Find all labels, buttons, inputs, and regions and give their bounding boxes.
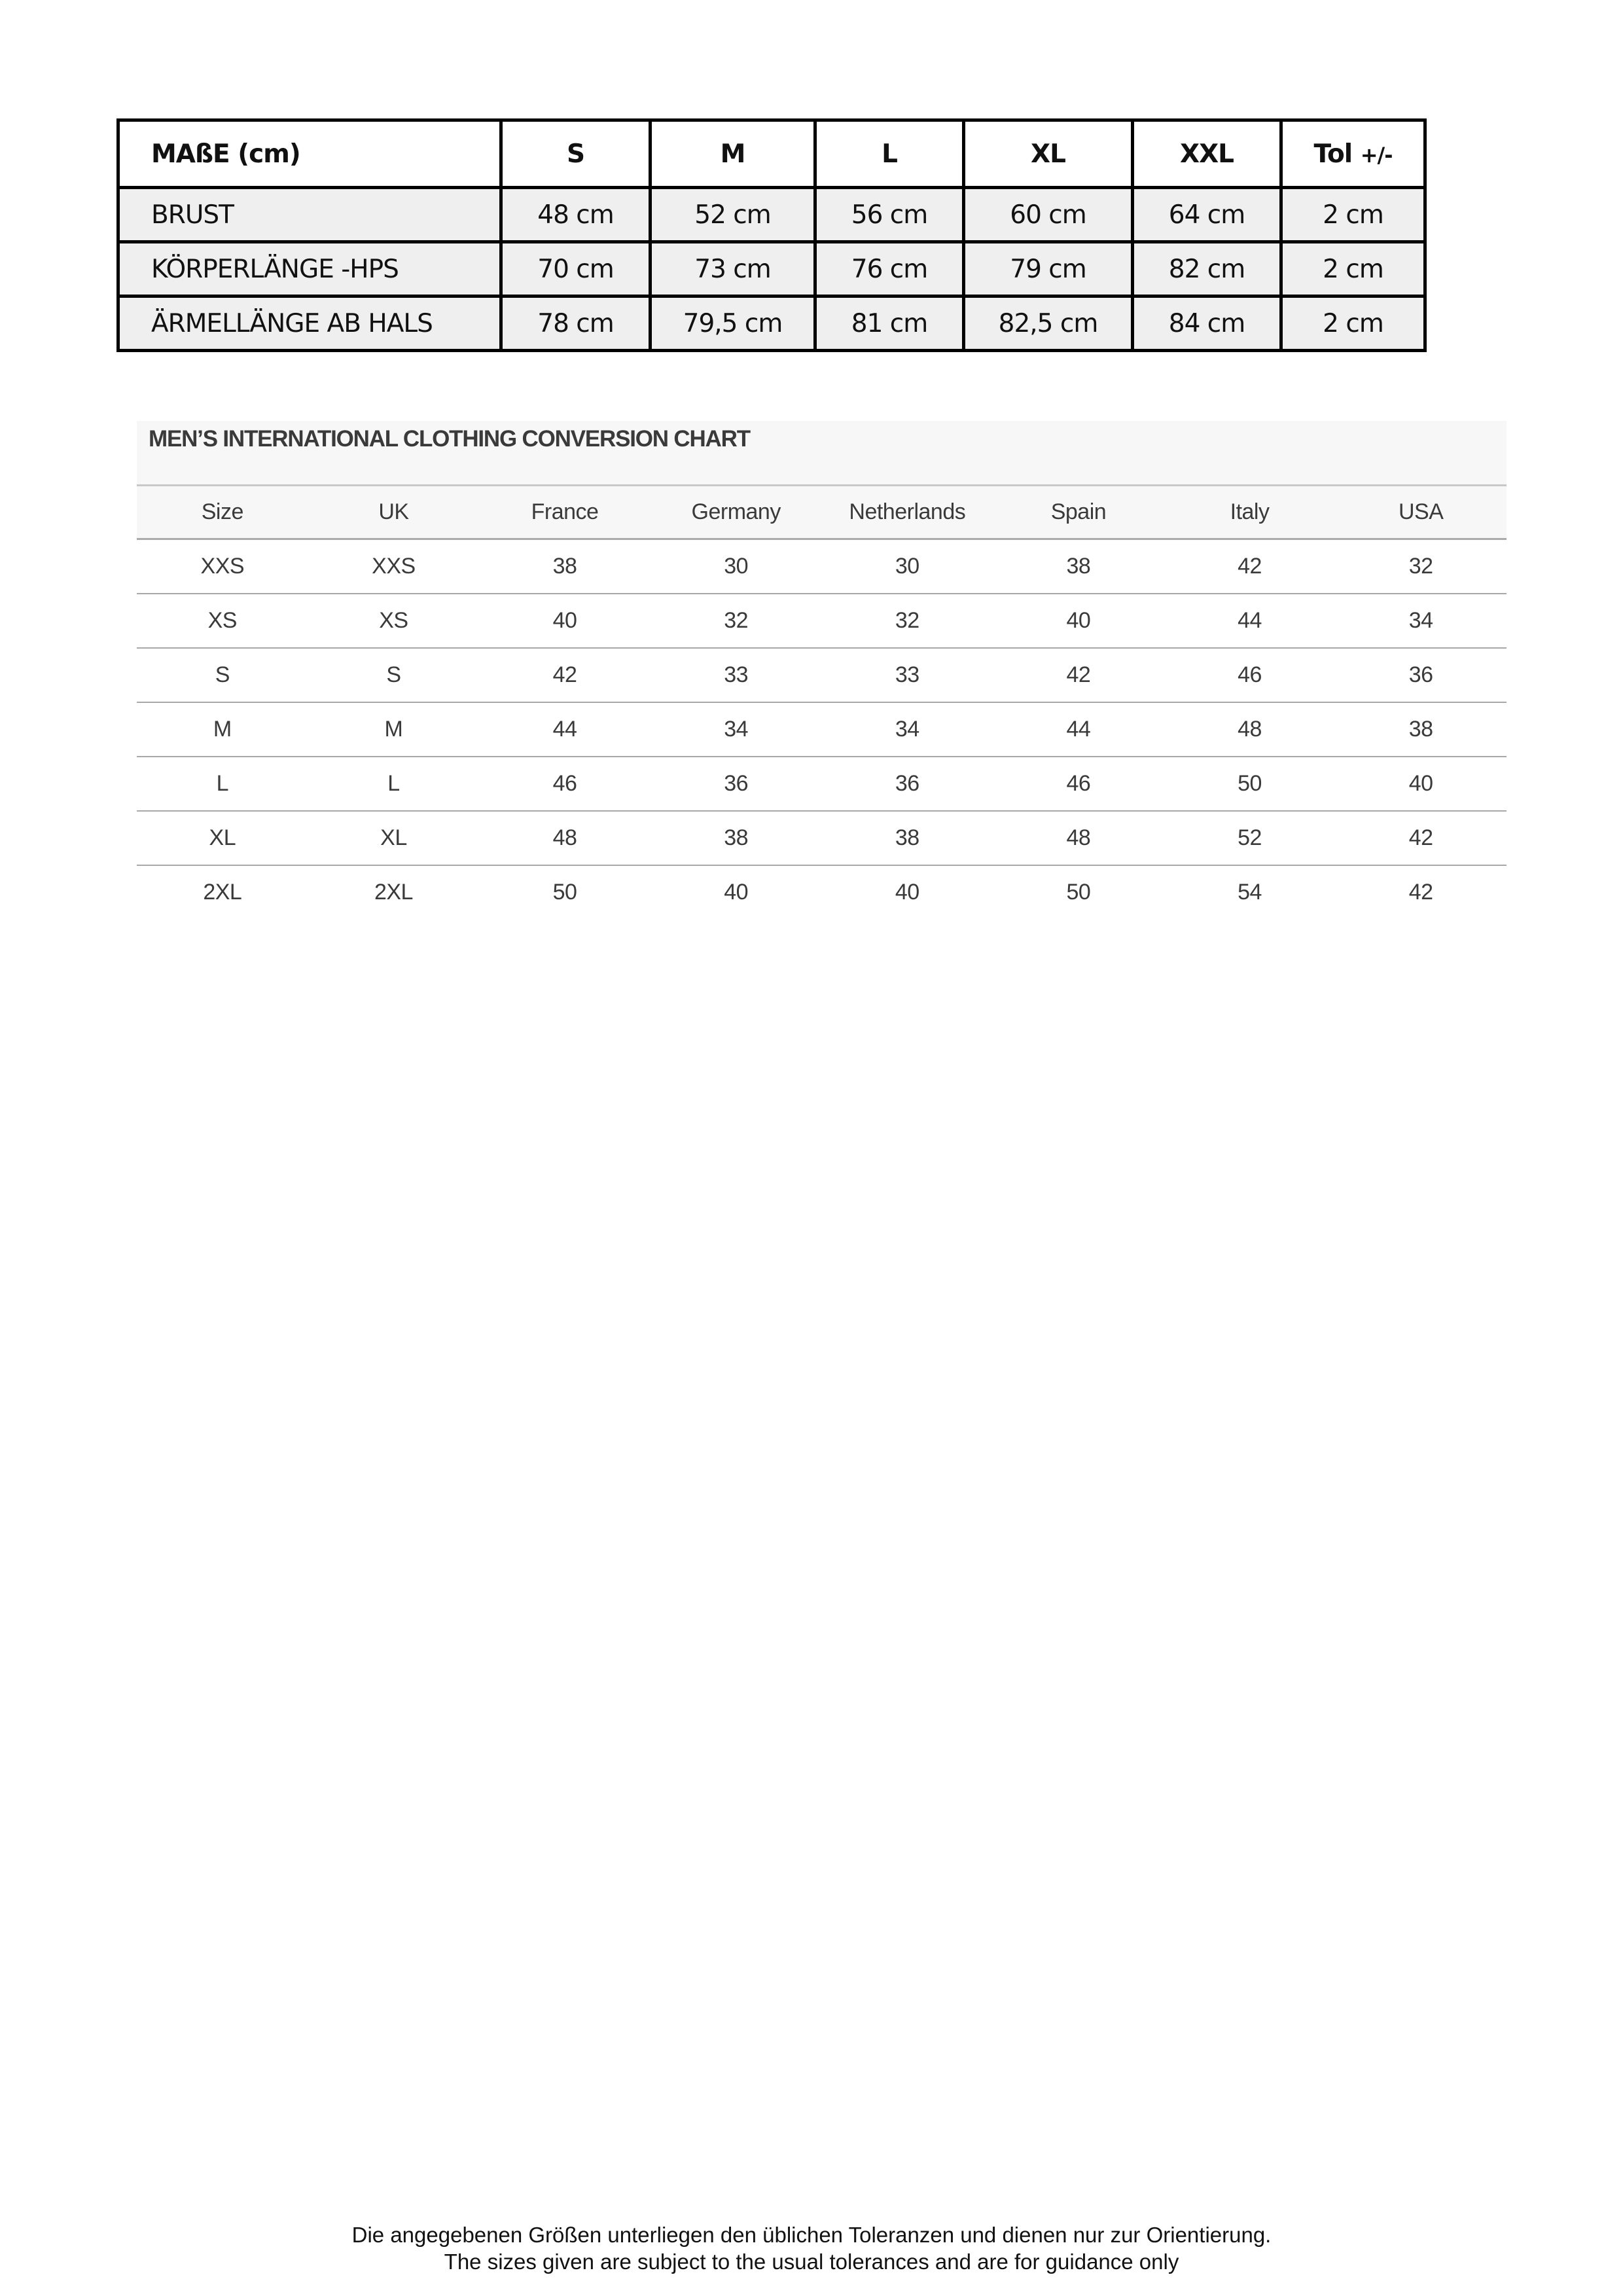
table-cell: 38	[993, 539, 1164, 594]
measure-value: 79,5 cm	[651, 296, 815, 351]
table-cell: XXS	[137, 539, 308, 594]
table-row	[137, 702, 1507, 757]
table-cell: 40	[993, 594, 1164, 648]
table-cell: 40	[895, 880, 919, 905]
table-cell: 38	[822, 811, 993, 865]
size-table-row	[118, 188, 1425, 242]
table-cell: 42	[1335, 811, 1507, 865]
size-measurement-table	[116, 118, 1427, 352]
table-cell: 38	[479, 539, 651, 594]
table-cell: XXS	[308, 539, 480, 594]
table-cell: 52	[1164, 811, 1336, 865]
measure-label: ÄRMELLÄNGE AB HALS	[118, 296, 501, 351]
size-header: XXL	[1133, 120, 1281, 188]
table-cell: L	[308, 757, 480, 811]
measure-value: 48 cm	[501, 188, 651, 242]
table-cell: 36	[822, 757, 993, 811]
table-cell: 44	[1164, 594, 1336, 648]
conversion-chart	[137, 421, 1507, 919]
disclaimer-german: Die angegebenen Größen unterliegen den üblichen Toleranzen und dienen nur zur Orientierung.	[351, 2223, 1272, 2247]
table-cell: 2XL	[203, 880, 242, 905]
table-cell: 40	[724, 880, 749, 905]
disclaimer-english: The sizes given are subject to the usual tolerances and are for guidance only	[444, 2250, 1179, 2274]
table-cell: XS	[137, 594, 308, 648]
table-cell: 40	[479, 594, 651, 648]
table-cell: 32	[651, 594, 822, 648]
table-cell: 33	[651, 648, 822, 702]
table-cell: M	[137, 702, 308, 757]
table-cell: XS	[308, 594, 480, 648]
tolerance-value: 2 cm	[1281, 296, 1425, 351]
table-row	[137, 539, 1507, 594]
size-table-row	[118, 296, 1425, 351]
table-cell: 50	[552, 880, 577, 905]
column-header: France	[479, 486, 651, 539]
column-header: Italy	[1164, 486, 1336, 539]
size-table-row	[118, 242, 1425, 296]
measure-value: 70 cm	[501, 242, 651, 296]
table-cell: 33	[822, 648, 993, 702]
measure-value: 84 cm	[1133, 296, 1281, 351]
table-cell: 2XL	[374, 880, 413, 905]
table-cell: 36	[651, 757, 822, 811]
table-cell: XL	[308, 811, 480, 865]
column-header: USA	[1335, 486, 1507, 539]
column-header: Netherlands	[822, 486, 993, 539]
measure-value: 78 cm	[501, 296, 651, 351]
conversion-chart-title: MEN’S INTERNATIONAL CLOTHING CONVERSION CHART	[137, 421, 1507, 486]
table-cell: 42	[993, 648, 1164, 702]
table-cell: 34	[651, 702, 822, 757]
table-cell: 42	[1408, 880, 1433, 905]
column-header: Germany	[651, 486, 822, 539]
footer-disclaimer	[0, 2221, 1623, 2275]
table-cell: M	[308, 702, 480, 757]
measure-value: 82 cm	[1133, 242, 1281, 296]
size-header: L	[815, 120, 964, 188]
measure-value: 60 cm	[964, 188, 1133, 242]
table-cell: 30	[651, 539, 822, 594]
size-header: M	[651, 120, 815, 188]
table-cell: 44	[479, 702, 651, 757]
measure-value: 82,5 cm	[964, 296, 1133, 351]
table-row	[137, 594, 1507, 648]
table-cell: 38	[651, 811, 822, 865]
size-table-header-row	[118, 120, 1425, 188]
column-header: Spain	[993, 486, 1164, 539]
table-row	[137, 757, 1507, 811]
table-cell: 54	[1238, 880, 1262, 905]
table-cell: 48	[1164, 702, 1336, 757]
table-cell: 46	[1164, 648, 1336, 702]
size-header: S	[501, 120, 651, 188]
tolerance-value: 2 cm	[1281, 242, 1425, 296]
table-cell: 50	[1066, 880, 1091, 905]
table-cell: 42	[479, 648, 651, 702]
table-cell: L	[137, 757, 308, 811]
measure-value: 79 cm	[964, 242, 1133, 296]
tolerance-value: 2 cm	[1281, 188, 1425, 242]
measure-label: BRUST	[118, 188, 501, 242]
measure-label: KÖRPERLÄNGE -HPS	[118, 242, 501, 296]
table-cell: S	[308, 648, 480, 702]
table-row	[137, 811, 1507, 865]
measure-value: 64 cm	[1133, 188, 1281, 242]
table-cell: 46	[993, 757, 1164, 811]
conversion-header-row	[137, 486, 1507, 539]
measure-value: 76 cm	[815, 242, 964, 296]
size-header: XL	[964, 120, 1133, 188]
tolerance-label: Tol	[1313, 139, 1353, 169]
table-cell: 50	[1164, 757, 1336, 811]
table-cell: 48	[993, 811, 1164, 865]
measure-value: 73 cm	[651, 242, 815, 296]
column-header: Size	[137, 486, 308, 539]
table-cell: 38	[1335, 702, 1507, 757]
measure-value: 81 cm	[815, 296, 964, 351]
table-cell: 34	[822, 702, 993, 757]
table-cell: 48	[479, 811, 651, 865]
measure-value: 52 cm	[651, 188, 815, 242]
tolerance-suffix: +/-	[1360, 142, 1393, 168]
table-cell: 34	[1335, 594, 1507, 648]
table-cell: 32	[822, 594, 993, 648]
measure-header: MAßE (cm)	[118, 120, 501, 188]
table-cell: XL	[137, 811, 308, 865]
table-row	[137, 865, 1507, 919]
table-cell: 46	[479, 757, 651, 811]
tolerance-header	[1281, 120, 1425, 188]
table-cell: 42	[1164, 539, 1336, 594]
table-cell: 30	[822, 539, 993, 594]
table-cell: 32	[1335, 539, 1507, 594]
conversion-table	[137, 486, 1507, 919]
table-cell: S	[137, 648, 308, 702]
measure-value: 56 cm	[815, 188, 964, 242]
table-row	[137, 648, 1507, 702]
table-cell: 36	[1335, 648, 1507, 702]
column-header: UK	[308, 486, 480, 539]
table-cell: 44	[993, 702, 1164, 757]
table-cell: 40	[1335, 757, 1507, 811]
